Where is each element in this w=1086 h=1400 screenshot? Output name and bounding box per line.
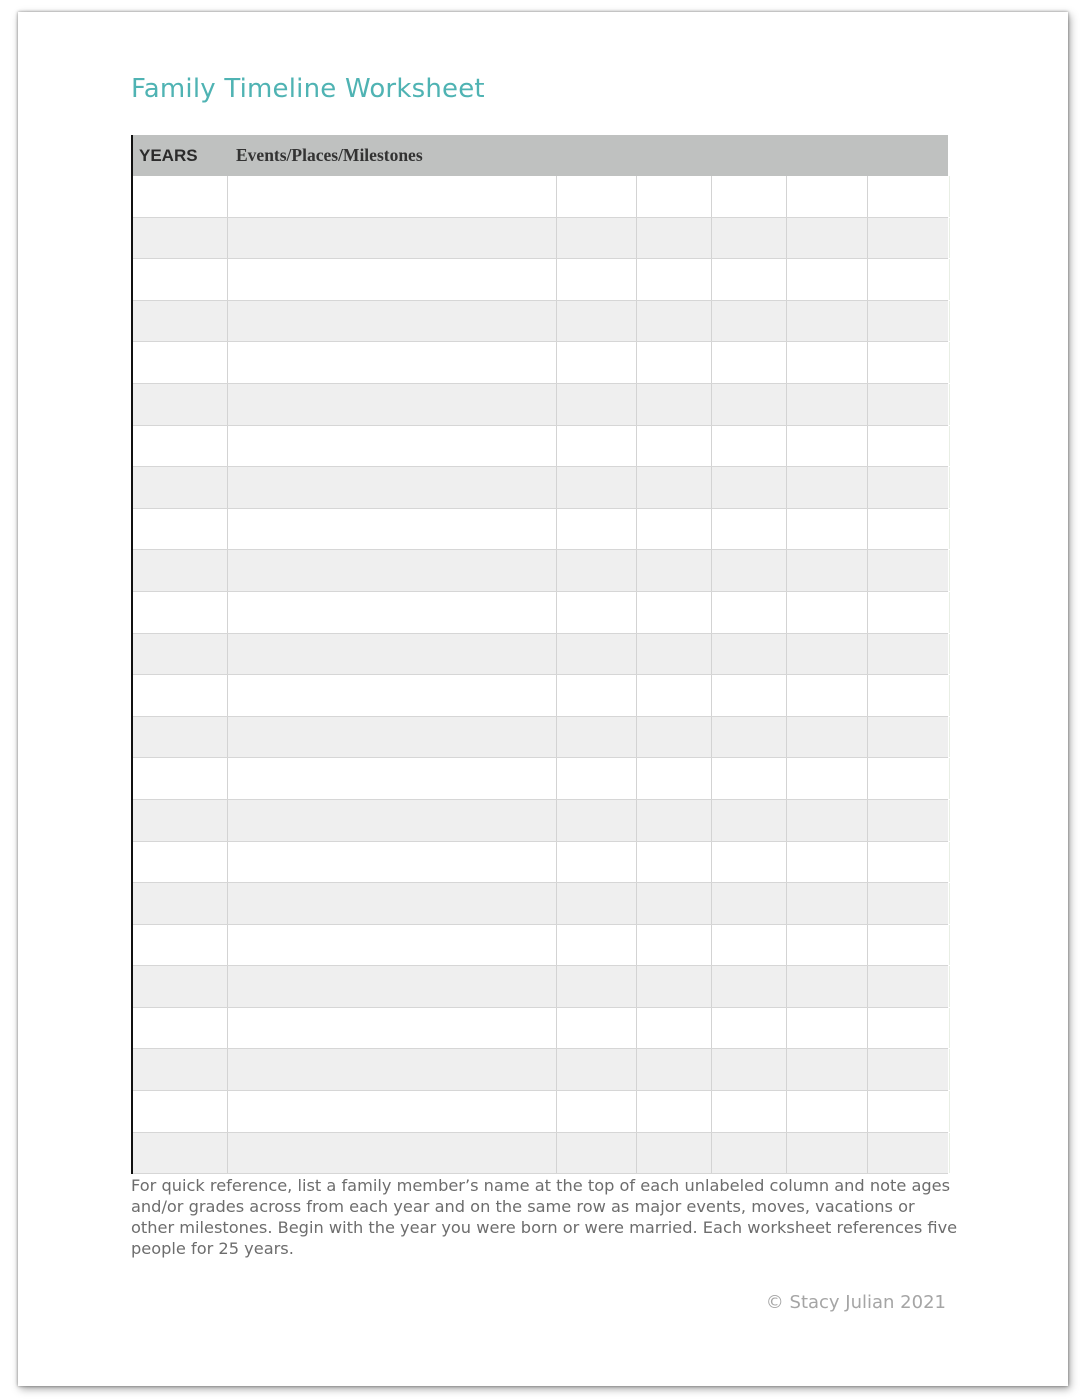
year-cell [133,176,228,217]
person-3-cell [712,925,787,966]
year-cell [133,384,228,425]
person-2-cell [637,176,712,217]
person-3-cell [712,509,787,550]
person-3-cell [712,592,787,633]
person-5-cell [868,1049,950,1090]
event-cell [228,717,557,758]
event-cell [228,176,557,217]
person-4-cell [787,550,868,591]
person-1-cell [557,384,637,425]
person-3-cell [712,550,787,591]
person-2-cell [637,259,712,300]
person-5-cell [868,467,950,508]
year-cell [133,758,228,799]
person-3-cell [712,1133,787,1174]
person-4-cell [787,634,868,675]
person-4-cell [787,800,868,841]
timeline-table [131,135,948,1174]
year-cell [133,1091,228,1132]
person-2-cell [637,592,712,633]
event-cell [228,883,557,924]
event-cell [228,467,557,508]
person-3-cell [712,342,787,383]
worksheet-page [18,12,1068,1386]
person-5-cell [868,925,950,966]
copyright-text: © Stacy Julian 2021 [765,1292,946,1313]
year-cell [133,550,228,591]
person-3-cell [712,883,787,924]
person-1-cell [557,1091,637,1132]
person-3-cell [712,259,787,300]
person-1-cell [557,758,637,799]
event-cell [228,675,557,716]
table-row [133,925,948,967]
person-3-cell [712,301,787,342]
person-4-cell [787,966,868,1007]
event-cell [228,1133,557,1174]
event-cell [228,259,557,300]
event-cell [228,966,557,1007]
table-row [133,800,948,842]
page-title: Family Timeline Worksheet [131,74,485,104]
person-3-cell [712,842,787,883]
event-cell [228,925,557,966]
person-2-cell [637,634,712,675]
person-5-cell [868,592,950,633]
event-cell [228,550,557,591]
table-row [133,1133,948,1175]
person-3-cell [712,675,787,716]
event-cell [228,800,557,841]
person-4-cell [787,426,868,467]
person-5-cell [868,1091,950,1132]
event-cell [228,218,557,259]
table-row [133,717,948,759]
person-5-cell [868,384,950,425]
person-5-cell [868,758,950,799]
person-1-cell [557,550,637,591]
person-5-cell [868,1133,950,1174]
person-1-cell [557,509,637,550]
person-4-cell [787,467,868,508]
year-cell [133,717,228,758]
person-1-cell [557,800,637,841]
person-3-cell [712,966,787,1007]
person-4-cell [787,218,868,259]
table-row [133,301,948,343]
person-1-cell [557,675,637,716]
person-5-cell [868,259,950,300]
person-5-cell [868,426,950,467]
person-4-cell [787,1091,868,1132]
person-4-cell [787,925,868,966]
person-2-cell [637,301,712,342]
year-cell [133,218,228,259]
person-3-cell [712,176,787,217]
person-2-cell [637,218,712,259]
person-3-cell [712,1049,787,1090]
person-4-cell [787,592,868,633]
person-5-cell [868,550,950,591]
year-cell [133,426,228,467]
person-4-cell [787,758,868,799]
table-row [133,342,948,384]
year-cell [133,342,228,383]
person-4-cell [787,301,868,342]
person-5-cell [868,717,950,758]
person-2-cell [637,675,712,716]
person-1-cell [557,218,637,259]
person-2-cell [637,758,712,799]
year-cell [133,800,228,841]
table-row [133,1091,948,1133]
person-5-cell [868,176,950,217]
person-2-cell [637,342,712,383]
person-3-cell [712,1091,787,1132]
person-4-cell [787,342,868,383]
person-5-cell [868,634,950,675]
table-row [133,883,948,925]
events-column-header: Events/Places/Milestones [236,145,423,165]
person-1-cell [557,342,637,383]
table-row [133,467,948,509]
person-3-cell [712,467,787,508]
person-3-cell [712,218,787,259]
table-row [133,592,948,634]
table-row [133,176,948,218]
table-row [133,1008,948,1050]
event-cell [228,1091,557,1132]
person-2-cell [637,800,712,841]
person-1-cell [557,1133,637,1174]
person-4-cell [787,1008,868,1049]
person-1-cell [557,842,637,883]
person-4-cell [787,1049,868,1090]
person-5-cell [868,883,950,924]
person-2-cell [637,717,712,758]
person-4-cell [787,842,868,883]
person-3-cell [712,1008,787,1049]
year-cell [133,301,228,342]
year-cell [133,592,228,633]
table-row [133,634,948,676]
year-cell [133,509,228,550]
event-cell [228,758,557,799]
table-row [133,842,948,884]
person-1-cell [557,883,637,924]
event-cell [228,634,557,675]
year-cell [133,1008,228,1049]
year-cell [133,1133,228,1174]
person-2-cell [637,509,712,550]
table-row [133,218,948,260]
person-1-cell [557,1008,637,1049]
person-2-cell [637,384,712,425]
table-row [133,384,948,426]
person-1-cell [557,717,637,758]
person-4-cell [787,176,868,217]
person-1-cell [557,592,637,633]
table-row [133,966,948,1008]
year-cell [133,883,228,924]
person-1-cell [557,176,637,217]
person-5-cell [868,966,950,1007]
person-3-cell [712,758,787,799]
event-cell [228,842,557,883]
person-4-cell [787,259,868,300]
person-2-cell [637,550,712,591]
person-1-cell [557,634,637,675]
years-column-header: YEARS [139,146,198,165]
year-cell [133,634,228,675]
person-1-cell [557,467,637,508]
year-cell [133,675,228,716]
year-cell [133,925,228,966]
table-row [133,758,948,800]
person-1-cell [557,1049,637,1090]
person-1-cell [557,259,637,300]
instructions-text: For quick reference, list a family member’s name at the top of each unlabeled column and note ages and/or grades across from each year and on the same row as major events, moves, vacations or other milestones. Begin with the year you were born or were married. Each worksheet references five people for 25 years. [131,1176,958,1258]
person-2-cell [637,1049,712,1090]
event-cell [228,301,557,342]
table-row [133,426,948,468]
table-row [133,675,948,717]
event-cell [228,509,557,550]
event-cell [228,592,557,633]
person-2-cell [637,883,712,924]
person-2-cell [637,842,712,883]
person-2-cell [637,467,712,508]
table-header [131,135,948,176]
event-cell [228,1008,557,1049]
person-1-cell [557,426,637,467]
table-row [133,550,948,592]
person-2-cell [637,966,712,1007]
person-1-cell [557,925,637,966]
event-cell [228,342,557,383]
person-3-cell [712,384,787,425]
person-2-cell [637,426,712,467]
person-3-cell [712,426,787,467]
person-4-cell [787,509,868,550]
person-2-cell [637,925,712,966]
person-1-cell [557,301,637,342]
year-cell [133,966,228,1007]
table-row [133,1049,948,1091]
table-body [131,176,948,1174]
person-5-cell [868,342,950,383]
year-cell [133,842,228,883]
person-5-cell [868,509,950,550]
event-cell [228,426,557,467]
person-4-cell [787,883,868,924]
person-2-cell [637,1091,712,1132]
person-2-cell [637,1008,712,1049]
person-5-cell [868,301,950,342]
person-5-cell [868,218,950,259]
person-3-cell [712,800,787,841]
table-row [133,509,948,551]
person-1-cell [557,966,637,1007]
person-2-cell [637,1133,712,1174]
year-cell [133,259,228,300]
person-5-cell [868,1008,950,1049]
table-row [133,259,948,301]
person-4-cell [787,675,868,716]
event-cell [228,384,557,425]
person-5-cell [868,800,950,841]
person-4-cell [787,384,868,425]
year-cell [133,1049,228,1090]
person-4-cell [787,1133,868,1174]
person-3-cell [712,717,787,758]
event-cell [228,1049,557,1090]
person-5-cell [868,675,950,716]
person-5-cell [868,842,950,883]
person-3-cell [712,634,787,675]
person-4-cell [787,717,868,758]
year-cell [133,467,228,508]
